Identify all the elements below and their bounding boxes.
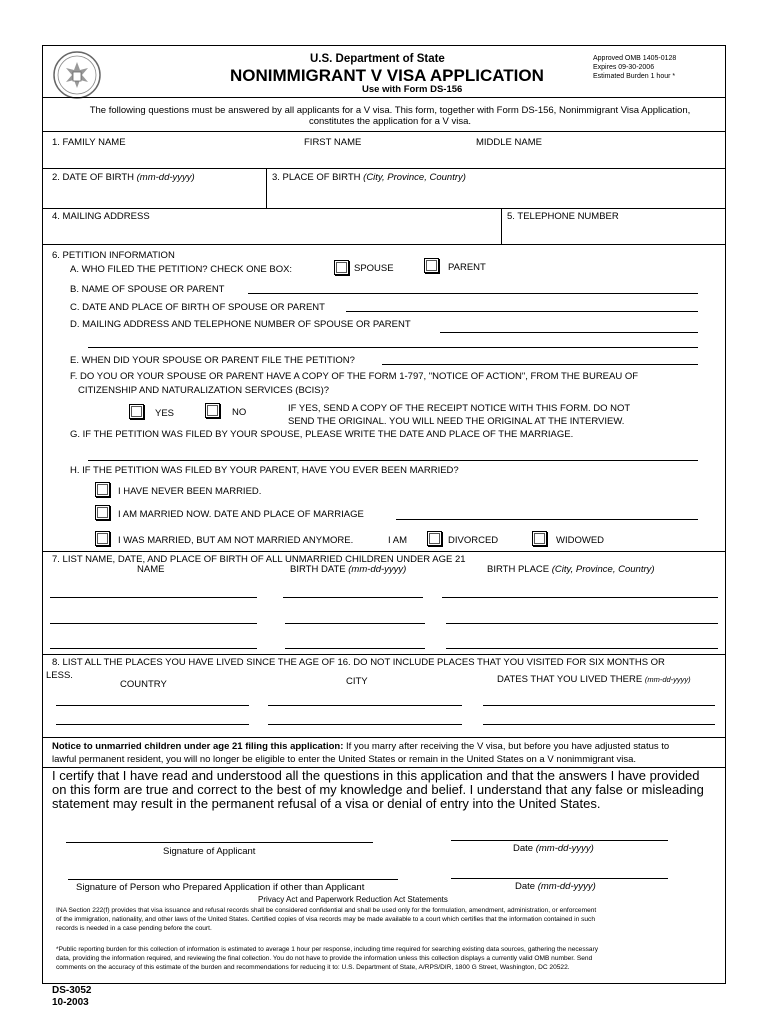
petition-b-field[interactable] [248,293,698,294]
petition-d-field-2[interactable] [88,347,698,348]
yes-checkbox[interactable] [129,404,144,419]
notice-line-2: lawful permanent resident, you will no longer be eligible to enter the United States or remain in the United States on a V nonimmigrant visa. [52,754,637,765]
omb-approved: Approved OMB 1405-0128 [593,55,677,62]
petition-heading: 6. PETITION INFORMATION [52,250,175,261]
privacy-p2c: comments on the accuracy of this estimate of the burden and recommendations for reducing it to: U.S. Department of State, A/RPS/DIR, 1800 G Street, Washington, DC 20522. [56,964,570,971]
if-yes-line-2: SEND THE ORIGINAL. YOU WILL NEED THE ORIGINAL AT THE INTERVIEW. [288,416,625,427]
place-1-city[interactable] [268,705,462,706]
child-1-birthdate[interactable] [283,597,423,598]
child-2-birthdate[interactable] [285,623,425,624]
notice-text [52,741,722,752]
widowed-label: WIDOWED [556,535,605,546]
petition-c-field[interactable] [346,311,698,312]
preparer-date-field[interactable] [451,878,668,879]
spouse-checkbox[interactable] [334,260,349,275]
child-2-birthplace[interactable] [446,623,718,624]
mailing-address-label: 4. MAILING ADDRESS [52,211,150,222]
family-name-field[interactable] [46,150,722,166]
first-name-label: FIRST NAME [304,137,362,148]
omb-burden: Estimated Burden 1 hour * [593,73,676,80]
if-yes-line-1: IF YES, SEND A COPY OF THE RECEIPT NOTICE WITH THIS FORM. DO NOT [288,403,631,414]
married-now-checkbox[interactable] [95,505,110,520]
places-city-col: CITY [346,676,368,687]
was-married-checkbox[interactable] [95,531,110,546]
preparer-date-label [515,881,596,892]
petition-f1: F. DO YOU OR YOUR SPOUSE OR PARENT HAVE A COPY OF THE FORM 1-797, "NOTICE OF ACTION", FROM THE BUREAU OF [70,371,639,382]
dob-label [52,172,195,183]
place-2-city[interactable] [268,724,462,725]
parent-label: PARENT [448,262,486,273]
pob-format: (City, Province, Country) [363,172,466,183]
no-label: NO [232,407,247,418]
i-am-label: I AM [388,535,408,546]
place-2-dates[interactable] [483,724,715,725]
notice-bold: Notice to unmarried children under age 21 filing this application: [52,741,344,752]
privacy-heading: Privacy Act and Paperwork Reduction Act Statements [258,895,448,904]
petition-d: D. MAILING ADDRESS AND TELEPHONE NUMBER OF SPOUSE OR PARENT [70,319,411,330]
dob-field[interactable] [46,186,262,204]
child-1-birthplace[interactable] [442,597,718,598]
child-3-birthdate[interactable] [285,648,425,649]
married-now-field[interactable] [396,519,698,520]
places-heading-2: LESS. [46,670,73,681]
privacy-p2b: data, providing the information required, and reviewing the final collection. You do not have to provide the information unless this collection displays a currently valid OMB number. Send [56,955,593,962]
notice-line-1: If you marry after receiving the V visa, but before you have adjusted status to [343,741,670,752]
preparer-signature-field[interactable] [68,879,398,880]
preparer-date-text: Date [515,881,536,892]
children-birthdate-col [290,564,406,575]
married-now-label: I AM MARRIED NOW. DATE AND PLACE OF MARRIAGE [118,509,364,520]
children-heading: 7. LIST NAME, DATE, AND PLACE OF BIRTH OF ALL UNMARRIED CHILDREN UNDER AGE 21 [52,554,466,565]
was-married-label: I WAS MARRIED, BUT AM NOT MARRIED ANYMORE. [118,535,354,546]
child-2-name[interactable] [50,623,257,624]
parent-checkbox[interactable] [424,258,439,273]
dob-format: (mm-dd-yyyy) [136,172,195,183]
middle-name-label: MIDDLE NAME [476,137,542,148]
pob-label [272,172,466,183]
dob-label-text: 2. DATE OF BIRTH [52,172,134,183]
birth-place-text: BIRTH PLACE [487,564,550,575]
petition-g: G. IF THE PETITION WAS FILED BY YOUR SPOUSE, PLEASE WRITE THE DATE AND PLACE OF THE MARRIAGE. [70,429,574,440]
applicant-signature-label: Signature of Applicant [163,846,256,857]
places-country-col: COUNTRY [120,679,167,690]
yes-label: YES [155,408,175,419]
places-dates-text: DATES THAT YOU LIVED THERE [497,674,643,685]
certify-line-1: I certify that I have read and understood all the questions in this application and that the answers I have provided [52,768,700,783]
birth-date-format: (mm-dd-yyyy) [348,564,407,575]
preparer-date-format: (mm-dd-yyyy) [537,881,596,892]
never-married-label: I HAVE NEVER BEEN MARRIED. [118,486,262,497]
places-heading-1: 8. LIST ALL THE PLACES YOU HAVE LIVED SINCE THE AGE OF 16. DO NOT INCLUDE PLACES THAT YOU VISITED FOR SIX MONTHS OR [52,657,665,668]
child-3-birthplace[interactable] [446,648,718,649]
spouse-label: SPOUSE [354,263,394,274]
place-1-country[interactable] [56,705,249,706]
petition-a: A. WHO FILED THE PETITION? CHECK ONE BOX: [70,264,293,275]
form-date: 10-2003 [52,997,89,1008]
mailing-address-field[interactable] [46,224,496,240]
petition-e: E. WHEN DID YOUR SPOUSE OR PARENT FILE THE PETITION? [70,355,355,366]
petition-b: B. NAME OF SPOUSE OR PARENT [70,284,225,295]
privacy-p1a: INA Section 222(f) provides that visa issuance and refusal records shall be considered confidential and shall be used only for the formulation, amendment, administration, or enforcement [56,907,597,914]
privacy-p1c: records is needed in a case pending before the court. [56,925,212,932]
child-1-name[interactable] [50,597,257,598]
widowed-checkbox[interactable] [532,531,547,546]
privacy-p2a: *Public reporting burden for this collection of information is estimated to average 1 hour per response, including time required for searching existing data sources, gathering the necessary [56,946,599,953]
intro-text: The following questions must be answered by all applicants for a V visa. This form, together with Form DS-156, Nonimmigrant Visa Application, constitutes the application for a V visa. [89,105,691,127]
family-name-label: 1. FAMILY NAME [52,137,126,148]
omb-expires: Expires 09-30-2006 [593,64,655,71]
form-number: DS-3052 [52,985,92,996]
petition-c: C. DATE AND PLACE OF BIRTH OF SPOUSE OR PARENT [70,302,325,313]
no-checkbox[interactable] [205,403,220,418]
pob-label-text: 3. PLACE OF BIRTH [272,172,361,183]
form-title: NONIMMIGRANT V VISA APPLICATION [230,66,544,85]
places-dates-format: (mm-dd-yyyy) [644,675,691,684]
petition-g-field[interactable] [88,460,698,461]
pob-field[interactable] [270,186,722,204]
certify-line-3: statement may result in the permanent refusal of a visa or denial of entry into the United States. [52,796,601,811]
applicant-date-label [513,843,594,854]
petition-d-field[interactable] [440,332,698,333]
seal-icon [52,50,102,100]
telephone-field[interactable] [505,224,722,240]
children-name-col: NAME [137,564,165,575]
never-married-checkbox[interactable] [95,482,110,497]
birth-place-format: (City, Province, Country) [551,564,655,575]
applicant-signature-field[interactable] [66,842,373,843]
petition-f2: CITIZENSHIP AND NATURALIZATION SERVICES (BCIS)? [78,385,330,396]
place-2-country[interactable] [56,724,249,725]
form-subtitle: Use with Form DS-156 [362,84,463,95]
birth-date-text: BIRTH DATE [290,564,346,575]
applicant-date-format: (mm-dd-yyyy) [535,843,594,854]
department: U.S. Department of State [310,53,445,65]
privacy-p1b: of the immigration, nationality, and other laws of the United States. Certified copies of visa records may be made available to a court which certifies that the information contained in such [56,916,596,923]
petition-e-field[interactable] [382,364,698,365]
divorced-label: DIVORCED [448,535,499,546]
preparer-signature-label: Signature of Person who Prepared Application if other than Applicant [76,882,365,893]
places-dates-col [497,674,691,685]
child-3-name[interactable] [50,648,257,649]
applicant-date-text: Date [513,843,534,854]
telephone-label: 5. TELEPHONE NUMBER [507,211,619,222]
children-birthplace-col [487,564,655,575]
place-1-dates[interactable] [483,705,715,706]
petition-h: H. IF THE PETITION WAS FILED BY YOUR PARENT, HAVE YOU EVER BEEN MARRIED? [70,465,459,476]
applicant-date-field[interactable] [451,840,668,841]
certify-line-2: on this form are true and correct to the best of my knowledge and belief. I understand that any false or misleading [52,782,704,797]
divorced-checkbox[interactable] [427,531,442,546]
